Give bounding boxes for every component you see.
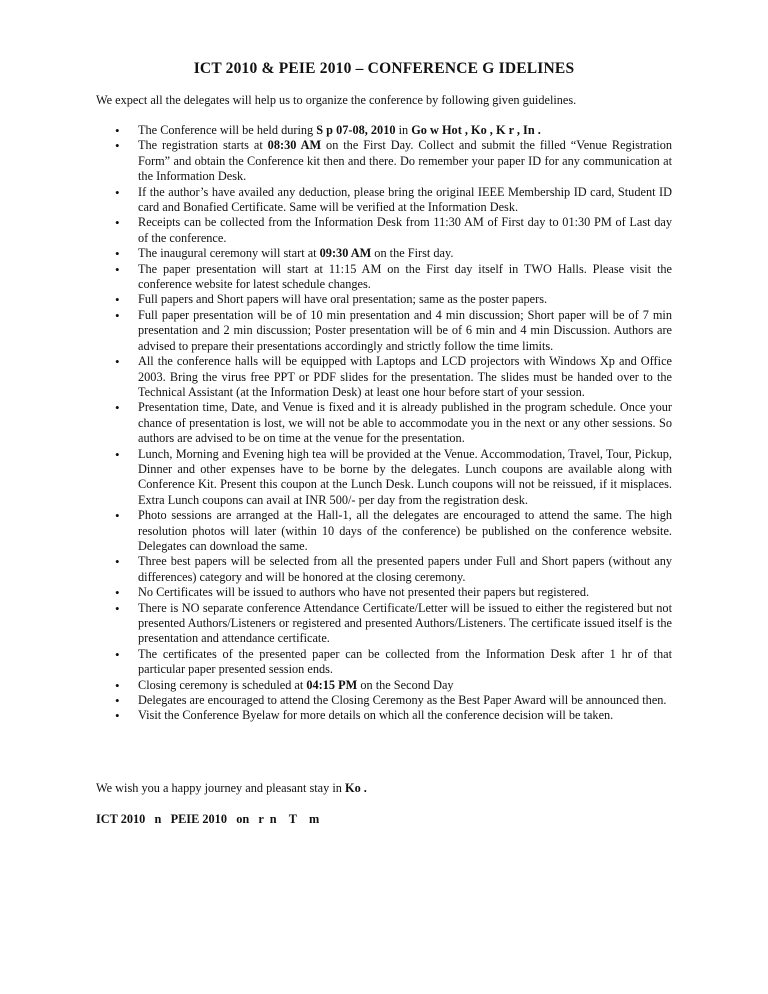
closing-paragraph: We wish you a happy journey and pleasant stay in Ko . bbox=[96, 781, 367, 795]
list-item: • All the conference halls will be equipped with Laptops and LCD projectors with Windows Xp and Office 2003. Bring the virus free PPT or PDF slides for the presentation. The slides must be handed over to the Technical Assistant (at the Information Desk) at least one hour before start of your session. bbox=[96, 354, 672, 400]
list-item: • Delegates are encouraged to attend the Closing Ceremony as the Best Paper Award will be announced then. bbox=[96, 693, 672, 708]
list-item: • The inaugural ceremony will start at 09:30 AM on the First day. bbox=[96, 246, 672, 261]
list-item: • Photo sessions are arranged at the Hall-1, all the delegates are encouraged to attend the same. The high resolution photos will later (within 10 days of the conference) be published on the conference website. Delegates can download the same. bbox=[96, 508, 672, 554]
list-item: • No Certificates will be issued to authors who have not presented their papers but registered. bbox=[96, 585, 672, 600]
document-title: ICT 2010 & PEIE 2010 – CONFERENCE G IDELINES bbox=[193, 60, 575, 77]
list-item: • The registration starts at 08:30 AM on the First Day. Collect and submit the filled “Venue Registration Form” and obtain the Conference kit then and there. Do remember your paper ID for any communication at the Information Desk. bbox=[96, 138, 672, 184]
list-item: • The paper presentation will start at 11:15 AM on the First day itself in TWO Halls. Please visit the conference website for latest schedule changes. bbox=[96, 262, 672, 293]
list-item: • Visit the Conference Byelaw for more details on which all the conference decision will be taken. bbox=[96, 708, 672, 723]
list-item: • If the author’s have availed any deduction, please bring the original IEEE Membership ID card, Student ID card and Bonafied Certificate. Same will be verified at the Information Desk. bbox=[96, 185, 672, 216]
list-item: • Three best papers will be selected from all the presented papers under Full and Short papers (without any differences) category and will be honored at the closing ceremony. bbox=[96, 554, 672, 585]
list-item: • Receipts can be collected from the Information Desk from 11:30 AM of First day to 01:30 PM of Last day of the conference. bbox=[96, 215, 672, 246]
list-item: • Full paper presentation will be of 10 min presentation and 4 min discussion; Short paper will be of 7 min presentation and 2 min discussion; Poster presentation will be of 6 min and 4 min Discussion. Authors are advised to prepare their presentations accordingly and strictly follow the time limits. bbox=[96, 308, 672, 354]
list-item: • Full papers and Short papers will have oral presentation; same as the poster papers. bbox=[96, 292, 672, 307]
guidelines-list bbox=[96, 123, 672, 724]
list-item: • The certificates of the presented paper can be collected from the Information Desk after 1 hr of that particular paper presented session ends. bbox=[96, 647, 672, 678]
list-item: • There is NO separate conference Attendance Certificate/Letter will be issued to either the registered but not presented Authors/Listeners or registered and presented Authors/Listeners. The certificate issued itself is the presentation and attendance certificate. bbox=[96, 601, 672, 647]
intro-paragraph: We expect all the delegates will help us to organize the conference by following given guidelines. bbox=[96, 93, 577, 107]
signature: ICT 2010 n PEIE 2010 on r n T m bbox=[96, 812, 320, 826]
list-item: • The Conference will be held during S p 07-08, 2010 in Go w Hot , Ko , K r , In . bbox=[96, 123, 672, 138]
list-item: • Presentation time, Date, and Venue is fixed and it is already published in the program schedule. Once your chance of presentation is lost, we will not be able to accommodate you in the next or any other sessions. So authors are advised to be on time at the venue for the presentation. bbox=[96, 400, 672, 446]
list-item: • Closing ceremony is scheduled at 04:15 PM on the Second Day bbox=[96, 678, 672, 693]
list-item: • Lunch, Morning and Evening high tea will be provided at the Venue. Accommodation, Travel, Tour, Pickup, Dinner and other expenses have to be borne by the delegates. Lunch coupons are available along with Conference Kit. Present this coupon at the Lunch Desk. Lunch coupons will not be reissued, if it misplaces. Extra Lunch coupons can avail at INR 500/- per day from the registration desk. bbox=[96, 447, 672, 509]
